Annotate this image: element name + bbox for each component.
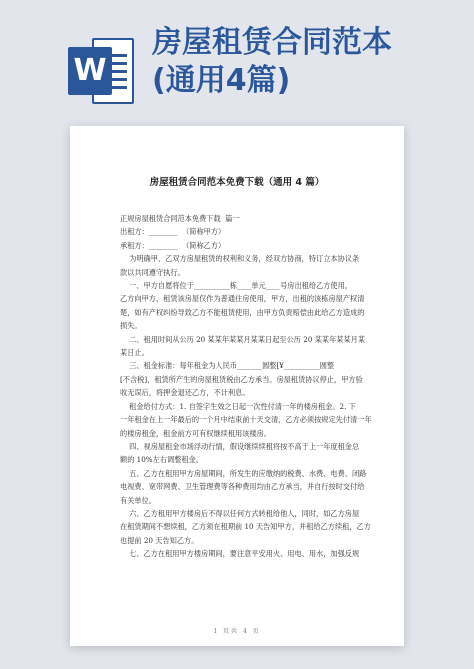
body-line: 款以共同遵守执行。 [120,267,185,277]
document-heading: 房屋租赁合同范本免费下载（通用 4 篇） [149,177,325,188]
body-line: 五、乙方在租用甲方房屋期间，所发生的应缴纳的税费、水费、电费、闭路 [120,468,367,478]
document-body [120,212,372,561]
body-line: 在租赁期间不想续租，乙方须在租期前 10 天告知甲方，并租给乙方续租，乙方 [120,522,371,532]
title-line-2: (通用4篇) [152,63,291,98]
body-line: 二、租用时间从公历 20 某某年某某月某某日起至公历 20 某某年某某月某 [120,334,366,344]
body-line: 的楼房租金，租金前方可有权继续租用该楼房。 [120,428,271,438]
body-line: 电视费、宽带网费、卫生管理费等各种费用均由乙方承当，并自行按时交付给 [120,482,365,492]
body-line: 损失。 [120,321,142,331]
body-line: 承租方：________ （简称乙方） [120,240,226,250]
body-line: 正规房屋租赁合同范本免费下载 篇一 [120,214,240,223]
body-line: 有关单位。 [120,495,156,505]
body-line: 楚，如有产权纠纷导致乙方不能租赁使用，由甲方负责赔偿由此给乙方造成的 [120,307,365,317]
body-line: 租金给付方式：1. 自签字生效之日起一次性付清一年的楼房租金。2. 下 [120,401,356,411]
body-line: 四、视房屋租金市场浮动行情，假设继续续租将按不高于上一年度租金总 [120,441,360,451]
word-letter-tile: W [68,47,112,95]
banner [0,0,474,140]
document-page [70,126,404,646]
body-line: 某日止。 [120,348,149,358]
body-line: 六、乙方租用甲方楼房后不得以任何方式转租给他人，同时，如乙方房屋 [120,508,360,518]
body-line: 收无误后，将押金退还乙方，不计利息。 [120,388,250,398]
body-line: 出租方：________ （简称甲方） [120,227,226,237]
body-line: 一年租金在上一年最后的一个月中结束前十天交清，乙方必须按规定先付清一年 [120,415,372,425]
word-icon [68,38,134,104]
title-line-1: 房屋租赁合同范本 [152,25,392,60]
body-line: 一、甲方自愿将位于__________栋____单元____号房出租给乙方使用， [120,281,352,291]
page-number: 1 页共 4 页 [213,628,261,635]
body-line: 也提前 20 天告知乙方。 [120,535,199,545]
body-line: 乙方向甲方，租赁该房屋仅作为普通住房使用，甲方，出租的该栋房屋产权清 [120,294,365,304]
page-title [152,24,462,100]
body-line: 三、租金标准：每年租金为人民币_______圆整[¥__________圆整 [120,361,335,371]
body-line: 七、乙方在租用甲方楼房期间，要注意平安用火、用电、用水，加强反规 [120,549,360,559]
body-line: 额的 10%左右调整租金。 [120,455,203,465]
body-line: 为明确甲、乙双方房屋租赁的权利和义务，经双方协商，特订立本协议条 [120,254,360,264]
body-line: [不含税]，租赁所产生的房屋租赁税由乙方承当。房屋租赁协议停止，甲方验 [120,374,363,384]
